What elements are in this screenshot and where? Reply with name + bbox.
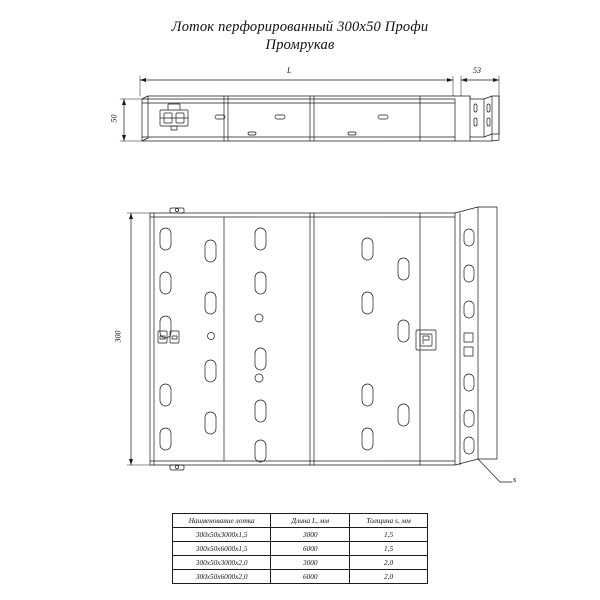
dim-depth-label: 300	[113, 330, 123, 343]
title-line-2: Промрукав	[265, 37, 335, 53]
table-row	[173, 570, 428, 584]
cell-name: 300х50х6000х2,0	[173, 570, 271, 584]
cell-name: 300х50х3000х1,5	[173, 528, 271, 542]
cell-length: 6000	[271, 542, 350, 556]
cell-length: 3000	[271, 528, 350, 542]
front-tray-view	[127, 207, 512, 482]
cell-thickness: 2,0	[350, 556, 428, 570]
dim-width-label: 53	[473, 66, 481, 75]
table-row	[173, 542, 428, 556]
cell-name: 300х50х6000х1,5	[173, 542, 271, 556]
cell-thickness: 1,5	[350, 542, 428, 556]
specification-table	[172, 513, 428, 584]
table-header-thickness: Толщина s, мм	[350, 514, 428, 528]
cell-thickness: 2,0	[350, 570, 428, 584]
dim-length-label: L	[287, 66, 292, 75]
table-row	[173, 528, 428, 542]
cell-length: 3000	[271, 556, 350, 570]
side-profile-view	[120, 76, 499, 141]
table-row	[173, 556, 428, 570]
table-header-length: Длина L, мм	[271, 514, 350, 528]
cell-length: 6000	[271, 570, 350, 584]
table-header-row	[173, 514, 428, 528]
cell-name: 300х50х3000х2,0	[173, 556, 271, 570]
cell-thickness: 1,5	[350, 528, 428, 542]
thickness-leader-label: s	[513, 475, 517, 484]
dim-height-label: 50	[109, 114, 119, 123]
title-line-1: Лоток перфорированный 300х50 Профи	[171, 19, 429, 35]
table-header-name: Наименование лотка	[173, 514, 271, 528]
